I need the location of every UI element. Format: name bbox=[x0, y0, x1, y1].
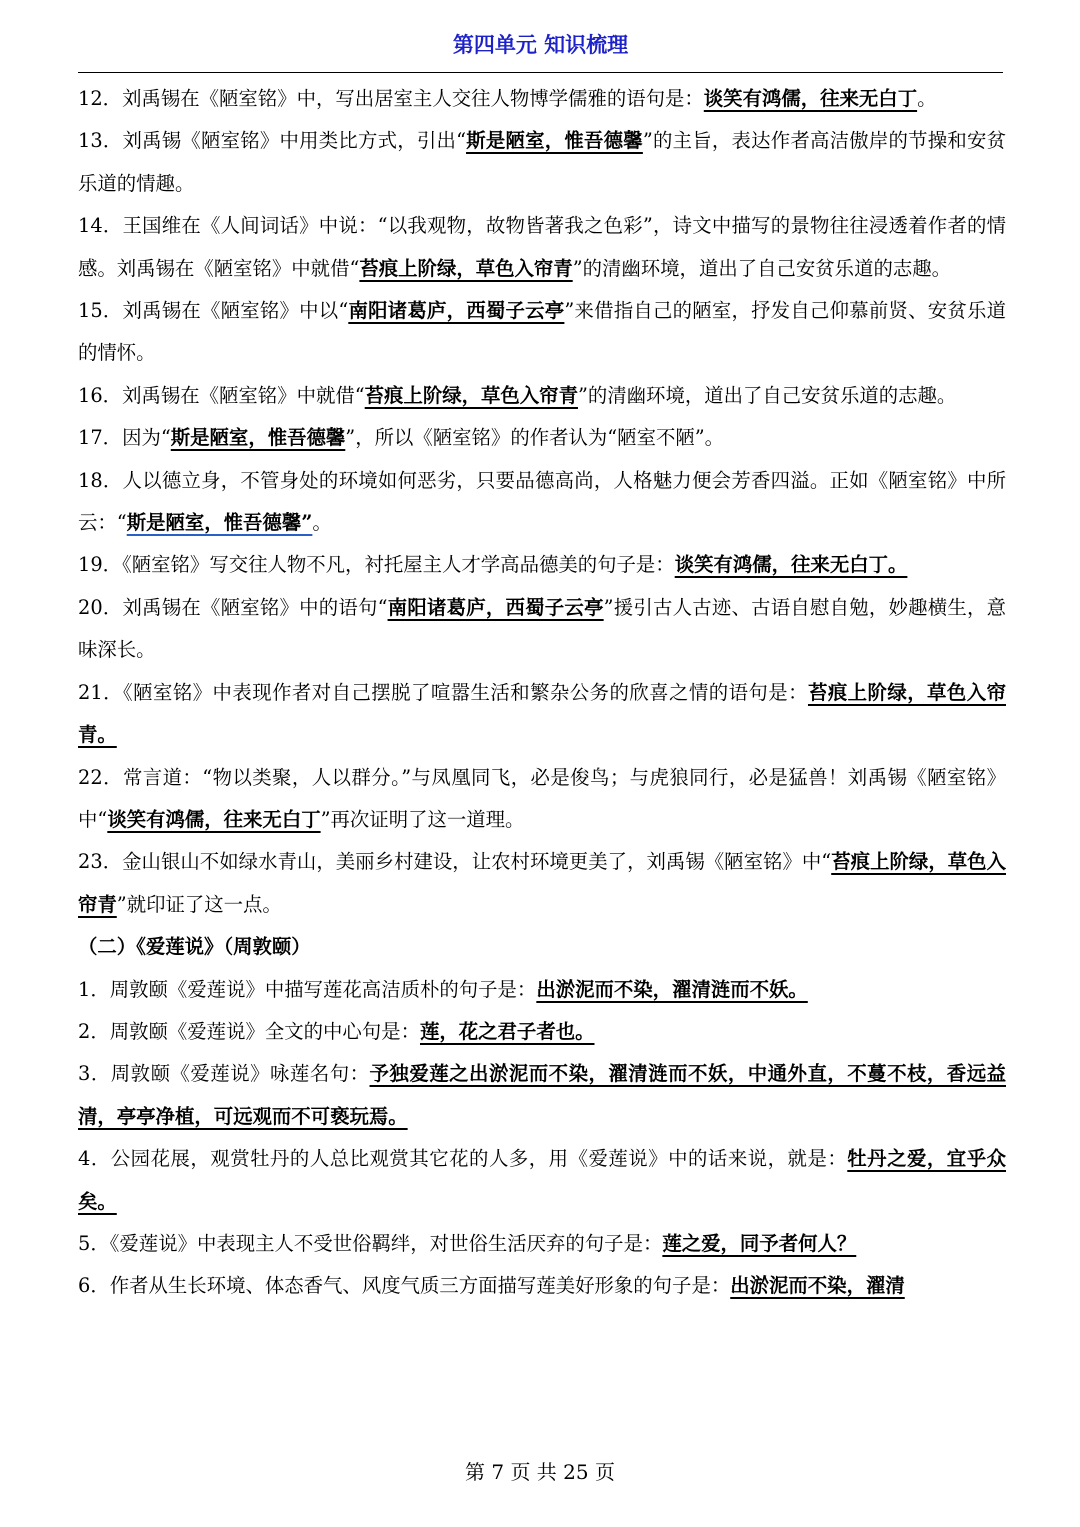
list-item: 15．刘禹锡在《陋室铭》中以“南阳诸葛庐，西蜀子云亭”来借指自己的陋室，抒发自己仰慕前贤、安贫乐道的情怀。 bbox=[78, 299, 1007, 365]
answer-text: 出淤泥而不染，濯清 bbox=[730, 1274, 905, 1298]
section-heading: （二）《爱莲说》（周敦颐） bbox=[78, 935, 311, 959]
page-header-title: 第四单元 知识梳理 bbox=[452, 33, 629, 57]
answer-text: 苔痕上阶绿，草色入帘青 bbox=[364, 383, 578, 407]
list-item: 22．常言道：“物以类聚，人以群分。”与凤凰同飞，必是俊鸟；与虎狼同行，必是猛兽！刘禹锡《陋室铭》中“谈笑有鸿儒，往来无白丁”再次证明了这一道理。 bbox=[78, 765, 1006, 831]
answer-text: 谈笑有鸿儒，往来无白丁 bbox=[107, 807, 321, 831]
answer-text: 莲之爱，同予者何人？ bbox=[662, 1231, 857, 1255]
list-item: 6．作者从生长环境、体态香气、风度气质三方面描写莲美好形象的句子是：出淤泥而不染，濯清 bbox=[78, 1274, 905, 1298]
document-body bbox=[78, 78, 1006, 1308]
list-item: 20．刘禹锡在《陋室铭》中的语句“南阳诸葛庐，西蜀子云亭”援引古人古迹、古语自慰自勉，妙趣横生，意味深长。 bbox=[78, 595, 1007, 662]
answer-text: 苔痕上阶绿，草色入帘青。 bbox=[78, 680, 1006, 747]
list-item: 13．刘禹锡《陋室铭》中用类比方式，引出“斯是陋室，惟吾德馨”的主旨，表达作者高洁傲岸的节操和安贫乐道的情趣。 bbox=[78, 129, 1006, 195]
answer-text: 牡丹之爱，宜乎众矣。 bbox=[78, 1147, 1006, 1213]
list-item: 2．周敦颐《爱莲说》全文的中心句是：莲，花之君子者也。 bbox=[78, 1019, 595, 1043]
list-item: 3．周敦颐《爱莲说》咏莲名句：予独爱莲之出淤泥而不染，濯清涟而不妖，中通外直，不蔓不枝，香远益清，亭亭净植，可远观而不可亵玩焉。 bbox=[78, 1062, 1006, 1128]
header-divider bbox=[78, 72, 1003, 73]
answer-text: 斯是陋室，惟吾德馨” bbox=[126, 511, 313, 535]
answer-text: 南阳诸葛庐，西蜀子云亭 bbox=[387, 595, 604, 619]
list-item: 14．王国维在《人间词话》中说：“以我观物，故物皆著我之色彩”，诗文中描写的景物往往浸透着作者的情感。刘禹锡在《陋室铭》中就借“苔痕上阶绿，草色入帘青”的清幽环境，道出了自己安贫乐道的志趣。 bbox=[78, 214, 1006, 280]
answer-text: 斯是陋室，惟吾德馨 bbox=[466, 129, 643, 153]
list-item: 18．人以德立身，不管身处的环境如何恶劣，只要品德高尚，人格魅力便会芳香四溢。正如《陋室铭》中所云：“斯是陋室，惟吾德馨”。 bbox=[78, 468, 1006, 535]
list-item: 17．因为“斯是陋室，惟吾德馨”，所以《陋室铭》的作者认为“陋室不陋”。 bbox=[78, 426, 725, 450]
list-item: 21．《陋室铭》中表现作者对自己摆脱了喧嚣生活和繁杂公务的欣喜之情的语句是：苔痕上阶绿，草色入帘青。 bbox=[78, 680, 1006, 747]
answer-text: 斯是陋室，惟吾德馨 bbox=[170, 426, 346, 450]
list-item: 19．《陋室铭》写交往人物不凡，衬托屋主人才学高品德美的句子是：谈笑有鸿儒，往来无白丁。 bbox=[78, 553, 908, 577]
list-item: 16．刘禹锡在《陋室铭》中就借“苔痕上阶绿，草色入帘青”的清幽环境，道出了自己安贫乐道的志趣。 bbox=[78, 383, 957, 407]
answer-text: 谈笑有鸿儒，往来无白丁。 bbox=[674, 553, 908, 577]
list-item: 1．周敦颐《爱莲说》中描写莲花高洁质朴的句子是：出淤泥而不染，濯清涟而不妖。 bbox=[78, 977, 808, 1001]
answer-text: 苔痕上阶绿，草色入帘青 bbox=[359, 256, 573, 280]
answer-text: 谈笑有鸿儒，往来无白丁 bbox=[703, 87, 918, 110]
answer-text: 南阳诸葛庐，西蜀子云亭 bbox=[348, 299, 565, 323]
page-number: 第 7 页 共 25 页 bbox=[465, 1460, 615, 1484]
answer-text: 莲，花之君子者也。 bbox=[419, 1019, 595, 1043]
list-item: 23．金山银山不如绿水青山，美丽乡村建设，让农村环境更美了，刘禹锡《陋室铭》中“苔痕上阶绿，草色入帘青”就印证了这一点。 bbox=[78, 850, 1006, 916]
answer-text: 出淤泥而不染，濯清涟而不妖。 bbox=[536, 977, 808, 1001]
list-item: 4．公园花展，观赏牡丹的人总比观赏其它花的人多，用《爱莲说》中的话来说，就是：牡丹之爱，宜乎众矣。 bbox=[78, 1147, 1006, 1213]
answer-text: 苔痕上阶绿，草色入帘青 bbox=[78, 850, 1006, 916]
answer-text: 予独爱莲之出淤泥而不染，濯清涟而不妖，中通外直，不蔓不枝，香远益清，亭亭净植，可远观而不可亵玩焉。 bbox=[78, 1062, 1006, 1128]
list-item: 12．刘禹锡在《陋室铭》中，写出居室主人交往人物博学儒雅的语句是：谈笑有鸿儒，往来无白丁。 bbox=[78, 87, 937, 110]
list-item: 5．《爱莲说》中表现主人不受世俗羁绊，对世俗生活厌弃的句子是：莲之爱，同予者何人？ bbox=[78, 1231, 857, 1255]
